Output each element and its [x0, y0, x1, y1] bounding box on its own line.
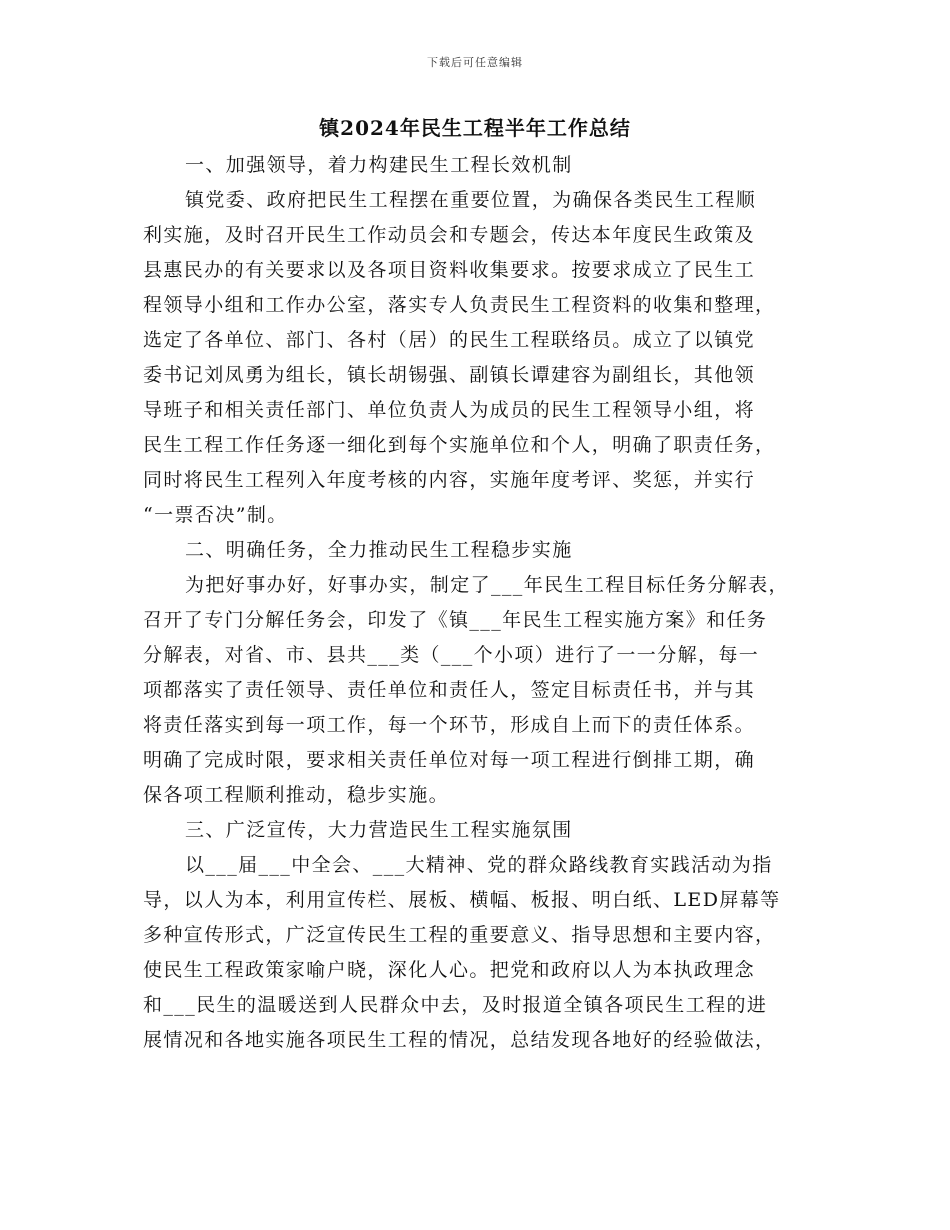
text-line: 保各项工程顺利推动，稳步实施。 [143, 784, 450, 806]
document-body [143, 148, 823, 1058]
text-line: “一票否决”制。 [143, 504, 288, 526]
text-line: 民生工程工作任务逐一细化到每个实施单位和个人，明确了职责任务， [143, 434, 776, 456]
text-line: 以___届___中全会、___大精神、党的群众路线教育实践活动为指 [185, 854, 773, 876]
text-line: 分解表，对省、市、县共___类（___个小项）进行了一一分解，每一 [143, 644, 760, 666]
text-line: 程领导小组和工作办公室，落实专人负责民生工程资料的收集和整理， [143, 294, 776, 316]
text-line: 明确了完成时限，要求相关责任单位对每一项工程进行倒排工期，确 [143, 749, 756, 771]
text-line: 召开了专门分解任务会，印发了《镇___年民生工程实施方案》和任务 [143, 609, 768, 631]
text-line: 二、明确任务，全力推动民生工程稳步实施 [185, 539, 573, 561]
text-line: 选定了各单位、部门、各村（居）的民生工程联络员。成立了以镇党 [143, 329, 756, 351]
text-line: 项都落实了责任领导、责任单位和责任人，签定目标责任书，并与其 [143, 679, 756, 701]
text-line: 利实施，及时召开民生工作动员会和专题会，传达本年度民生政策及 [143, 224, 756, 246]
text-line: 三、广泛宣传，大力营造民生工程实施氛围 [185, 819, 573, 841]
header-note: 下载后可任意编辑 [427, 56, 523, 69]
text-line: 和___民生的温暖送到人民群众中去，及时报道全镇各项民生工程的进 [143, 994, 768, 1016]
text-line: 多种宣传形式，广泛宣传民生工程的重要意义、指导思想和主要内容， [143, 924, 776, 946]
text-line: 导，以人为本，利用宣传栏、展板、横幅、板报、明白纸、LED屏幕等 [143, 889, 781, 911]
text-line: 县惠民办的有关要求以及各项目资料收集要求。按要求成立了民生工 [143, 259, 756, 281]
text-line: 导班子和相关责任部门、单位负责人为成员的民生工程领导小组，将 [143, 399, 756, 421]
text-line: 一、加强领导，着力构建民生工程长效机制 [185, 154, 573, 176]
text-line: 展情况和各地实施各项民生工程的情况，总结发现各地好的经验做法， [143, 1029, 776, 1051]
text-line: 将责任落实到每一项工作，每一个环节，形成自上而下的责任体系。 [143, 714, 756, 736]
text-line: 委书记刘凤勇为组长，镇长胡锡强、副镇长谭建容为副组长，其他领 [143, 364, 756, 386]
text-line: 镇党委、政府把民生工程摆在重要位置，为确保各类民生工程顺 [185, 189, 757, 211]
text-line: 为把好事办好，好事办实，制定了___年民生工程目标任务分解表， [185, 574, 789, 596]
text-line: 使民生工程政策家喻户晓，深化人心。把党和政府以人为本执政理念 [143, 959, 756, 981]
document-title: 镇2024年民生工程半年工作总结 [319, 116, 631, 140]
text-line: 同时将民生工程列入年度考核的内容，实施年度考评、奖惩，并实行 [143, 469, 756, 491]
